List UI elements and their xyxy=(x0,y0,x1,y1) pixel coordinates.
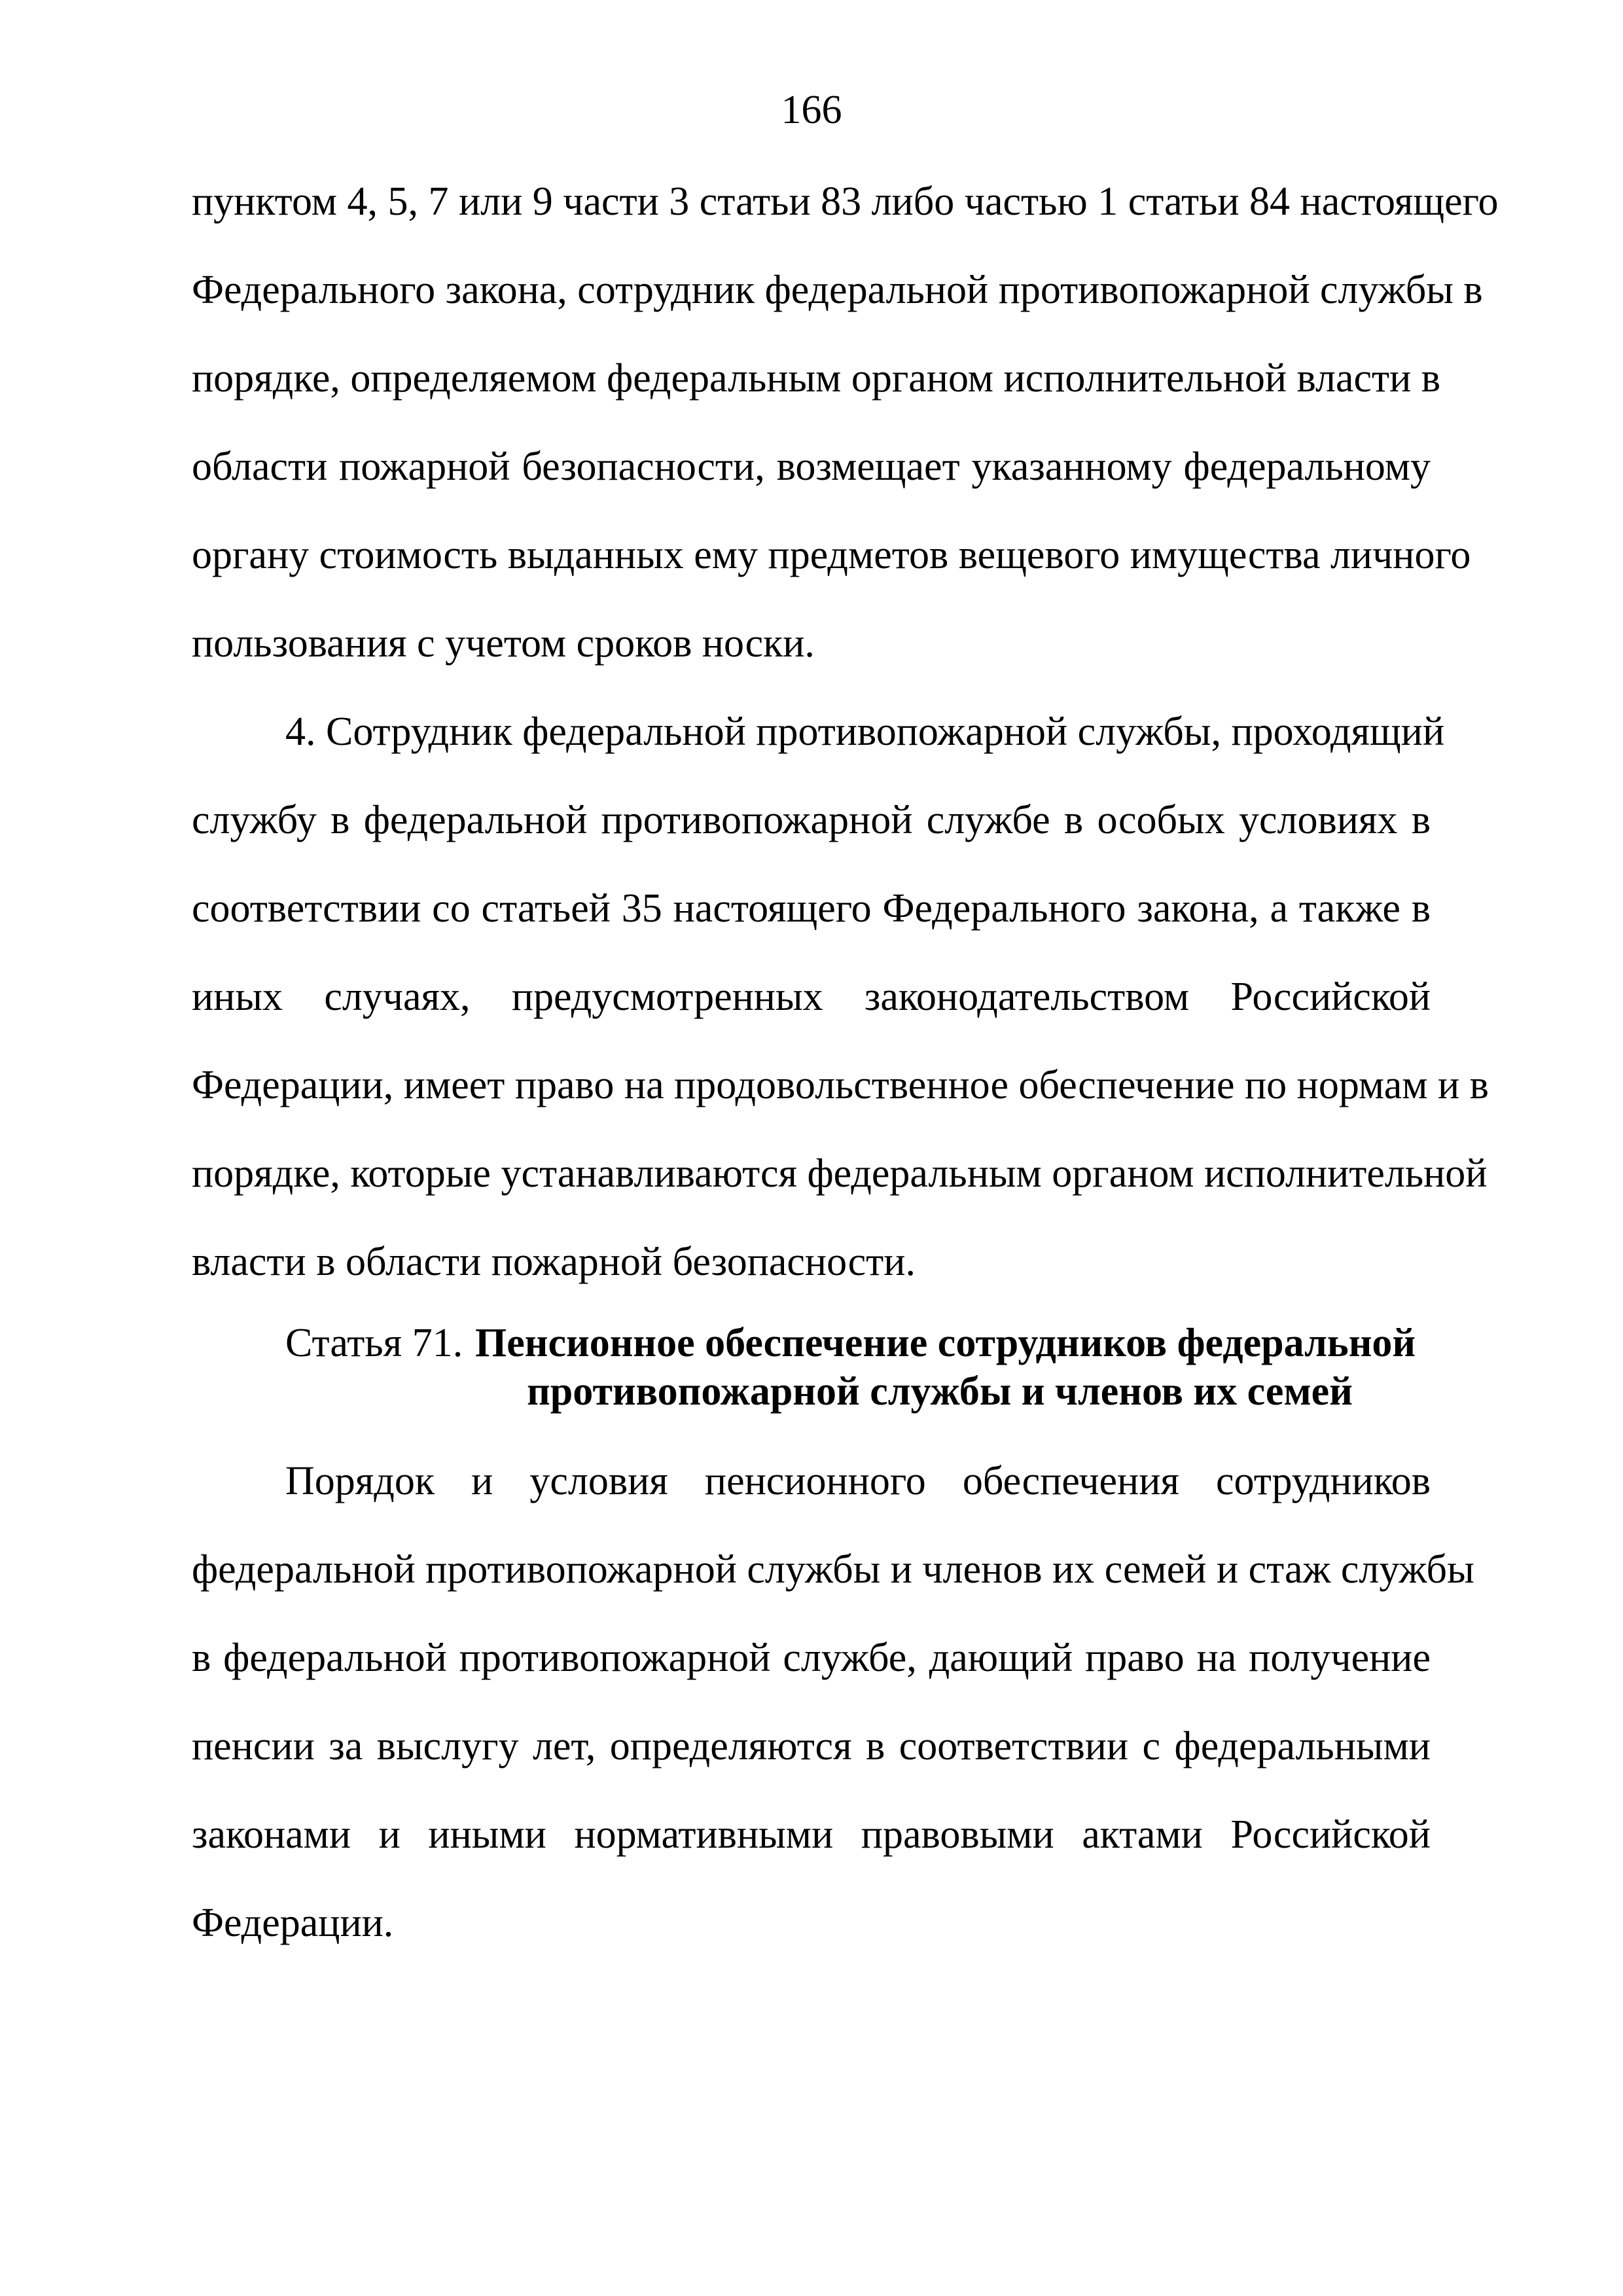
paragraph-2-line-5: Федерации, имеет право на продовольственное обеспечение по нормам и в xyxy=(192,1063,1489,1107)
paragraph-2-line-4: иных случаях, предусмотренных законодательством Российской xyxy=(192,975,1431,1019)
paragraph-3-line-2: федеральной противопожарной службы и членов их семей и стаж службы xyxy=(192,1547,1474,1592)
paragraph-1-line-4: области пожарной безопасности, возмещает указанному федеральному xyxy=(192,444,1431,489)
paragraph-1-line-2: Федерального закона, сотрудник федеральной противопожарной службы в xyxy=(192,268,1483,312)
paragraph-1-line-6: пользования с учетом сроков носки. xyxy=(192,621,815,666)
paragraph-1-line-3: порядке, определяемом федеральным органом исполнительной власти в xyxy=(192,356,1441,401)
paragraph-3-line-1: Порядок и условия пенсионного обеспечения сотрудников xyxy=(285,1459,1431,1503)
paragraph-2-line-6: порядке, которые устанавливаются федеральным органом исполнительной xyxy=(192,1151,1488,1196)
paragraph-2-line-3: соответствии со статьей 35 настоящего Федерального закона, а также в xyxy=(192,886,1431,931)
paragraph-3-line-6: Федерации. xyxy=(192,1901,394,1945)
article-71-title xyxy=(475,1319,1416,1416)
article-71-title-line-2: противопожарной службы и членов их семей xyxy=(527,1369,1353,1414)
page-number: 166 xyxy=(781,88,842,132)
paragraph-2-line-2: службу в федеральной противопожарной службе в особых условиях в xyxy=(192,798,1431,842)
paragraph-1-line-1: пунктом 4, 5, 7 или 9 части 3 статьи 83 либо частью 1 статьи 84 настоящего xyxy=(192,179,1499,224)
article-71-label: Статья 71. xyxy=(285,1321,463,1365)
paragraph-3-line-3: в федеральной противопожарной службе, дающий право на получение xyxy=(192,1636,1431,1680)
paragraph-2-line-1: 4. Сотрудник федеральной противопожарной службы, проходящий xyxy=(285,709,1445,754)
paragraph-3-line-5: законами и иными нормативными правовыми актами Российской xyxy=(192,1812,1431,1857)
paragraph-1-line-5: органу стоимость выданных ему предметов вещевого имущества личного xyxy=(192,533,1471,577)
paragraph-2-line-7: власти в области пожарной безопасности. xyxy=(192,1240,916,1284)
article-71-title-line-1: Пенсионное обеспечение сотрудников федеральной xyxy=(475,1321,1416,1365)
paragraph-3-line-4: пенсии за выслугу лет, определяются в соответствии с федеральными xyxy=(192,1724,1431,1768)
